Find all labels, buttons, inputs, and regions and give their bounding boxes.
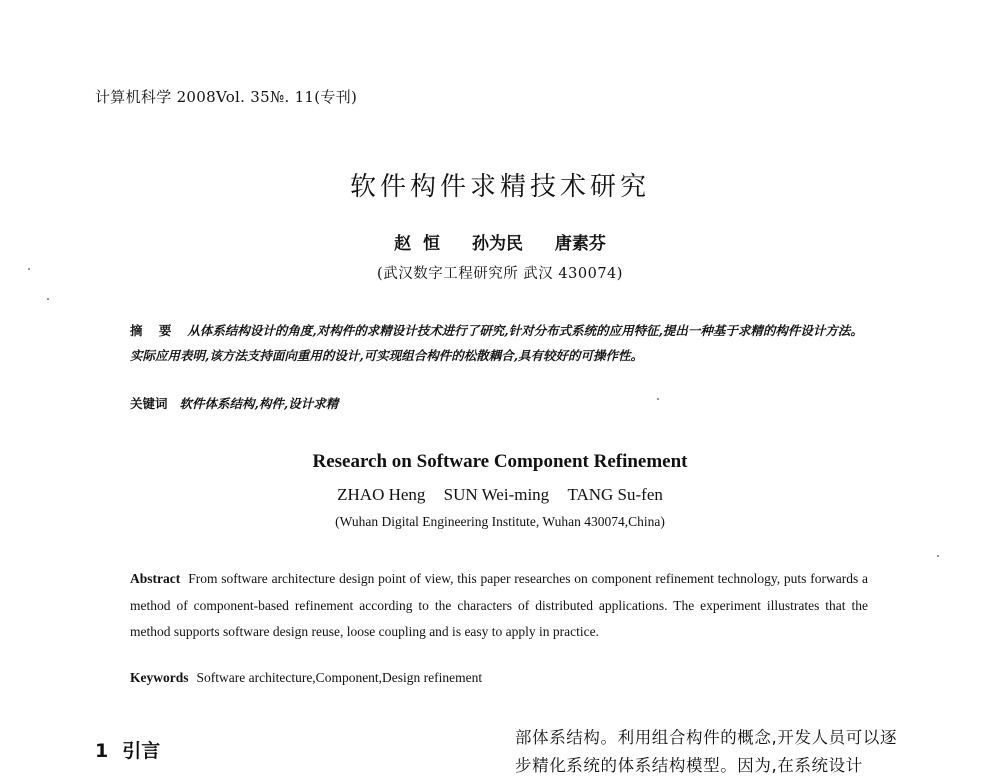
english-author: ZHAO Heng [337,485,426,504]
chinese-keywords-label: 关键词 [130,396,168,411]
chinese-authors [0,229,1000,254]
english-author: SUN Wei-ming [443,485,550,504]
english-abstract [130,566,868,646]
english-author: TANG Su-fen [567,485,663,504]
english-affiliation: (Wuhan Digital Engineering Institute, Wuhan 430074,China) [335,514,665,529]
english-abstract-text: From software architecture design point of view, this paper researches on component refinement technology, puts forwards a method of component-based refinement according to the characters of distributed applications. The experiment illustrates that the method supports software design reuse, loose coupling and is easy to apply in practice. [130,571,868,639]
chinese-keywords [130,394,338,412]
scan-speck [28,268,30,270]
english-keywords [130,670,482,686]
chinese-author: 赵 恒 [394,234,441,254]
english-authors [0,485,1000,505]
english-keywords-text: Software architecture,Component,Design refinement [196,670,483,685]
chinese-title: 软件构件求精技术研究 [349,172,650,202]
journal-header: 计算机科学 2008Vol. 35№. 11(专刊) [95,88,358,106]
chinese-abstract [130,318,870,368]
scan-speck [937,555,939,557]
body-column-right: 部体系结构。利用组合构件的概念,开发人员可以逐步精化系统的体系结构模型。因为,在系统设计 [515,728,898,775]
chinese-affiliation: (武汉数字工程研究所 武汉 430074) [377,266,623,282]
english-keywords-label: Keywords [130,670,189,685]
section-number: 1 [95,740,109,762]
section-heading [95,736,160,763]
chinese-keywords-text: 软件体系结构,构件,设计求精 [179,396,339,411]
chinese-abstract-label: 摘 要 [130,323,178,338]
scan-speck [47,298,49,300]
chinese-abstract-text: 从体系结构设计的角度,对构件的求精设计技术进行了研究,针对分布式系统的应用特征,提出一种基于求精的构件设计方法。实际应用表明,该方法支持面向重用的设计,可实现组合构件的松散耦合,具有较好的可操作性。 [130,323,863,363]
english-abstract-label: Abstract [130,571,181,586]
section-title: 引言 [122,740,161,762]
scan-speck [657,398,659,400]
english-title: Research on Software Component Refinement [312,451,688,472]
chinese-author: 唐素芬 [554,234,606,254]
chinese-author: 孙为民 [471,234,523,254]
